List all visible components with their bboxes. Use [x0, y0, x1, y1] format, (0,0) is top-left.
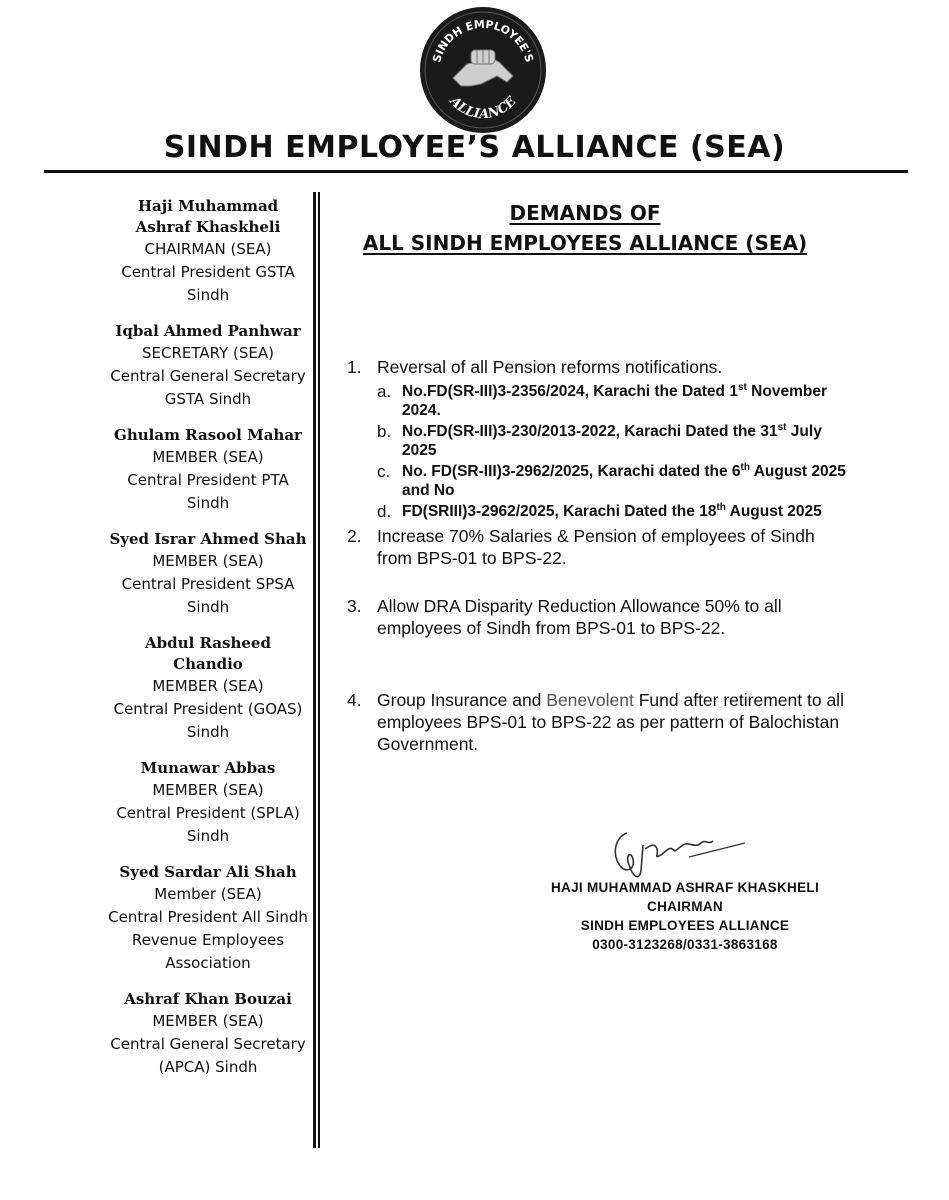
demands-list [347, 356, 847, 755]
member-name: Ghulam Rasool Mahar [114, 426, 302, 444]
header-rule [44, 170, 908, 173]
demand-number: 4. [347, 690, 362, 710]
notification-ordinal: th [740, 461, 750, 473]
member-role: Central General Secretary (APCA) Sindh [110, 1035, 306, 1076]
signatory-organization: SINDH EMPLOYEES ALLIANCE [580, 918, 790, 933]
member-entry [108, 425, 308, 515]
member-role: Member (SEA) [154, 885, 262, 903]
alliance-logo [419, 6, 547, 134]
notification-label: b. [377, 422, 392, 441]
member-name: Syed Israr Ahmed Shah [109, 530, 307, 548]
signatory-block [505, 878, 865, 954]
member-entry [108, 529, 308, 619]
notification-list [377, 382, 847, 521]
column-divider [313, 192, 316, 1148]
heading-line-1: DEMANDS OF [509, 201, 661, 225]
member-name: Munawar Abbas [140, 759, 276, 777]
demand-number: 3. [347, 596, 362, 616]
member-role: MEMBER (SEA) [152, 448, 264, 466]
signatory-phones: 0300-3123268/0331-3863168 [592, 937, 778, 952]
demand-text: Allow DRA Disparity Reduction Allowance 50% to all employees of Sindh from BPS-01 to BPS-22. [377, 596, 782, 638]
member-role: Central President SPSA Sindh [121, 575, 295, 616]
demand-item [347, 689, 847, 755]
demand-number: 2. [347, 526, 362, 546]
member-role: Central President All Sindh Revenue Employees Association [108, 908, 308, 972]
notification-text: No. FD(SR-III)3-2962/2025, Karachi dated the 6 [402, 463, 741, 480]
demand-text: Increase 70% Salaries & Pension of employees of Sindh from BPS-01 to BPS-22. [377, 526, 815, 568]
notification-text: No.FD(SR-III)3-2356/2024, Karachi the Dated 1 [402, 383, 738, 400]
members-column [108, 196, 308, 1093]
demand-item [347, 595, 847, 639]
member-name: Syed Sardar Ali Shah [119, 863, 297, 881]
notification-label: d. [377, 502, 392, 521]
notification-text: No.FD(SR-III)3-230/2013-2022, Karachi Dated the 31 [402, 423, 778, 440]
notification-ordinal: st [777, 421, 787, 433]
member-entry [108, 633, 308, 744]
demand-text: Reversal of all Pension reforms notifications. [377, 357, 723, 377]
member-name: Iqbal Ahmed Panhwar [115, 322, 301, 340]
notification-ordinal: st [737, 381, 747, 393]
handwritten-signature [605, 815, 755, 885]
member-role: Central President PTA Sindh [127, 471, 289, 512]
notification-text: FD(SRIII)3-2962/2025, Karachi Dated the 18 [402, 503, 717, 520]
notification-label: a. [377, 382, 392, 401]
notification-item [377, 462, 847, 500]
notification-text-cont: July 2025 [402, 423, 822, 459]
signatory-title: CHAIRMAN [647, 899, 723, 914]
member-entry [108, 989, 308, 1079]
member-role: Central General Secretary GSTA Sindh [110, 367, 306, 408]
member-role: Central President (SPLA) Sindh [116, 804, 300, 845]
notification-text-cont: August 2025 [725, 503, 822, 520]
member-role: Central President GSTA Sindh [121, 263, 295, 304]
demands-heading [340, 198, 830, 258]
notification-ordinal: th [716, 501, 726, 513]
member-role: MEMBER (SEA) [152, 781, 264, 799]
organization-title: SINDH EMPLOYEE’S ALLIANCE (SEA) [163, 130, 786, 165]
heading-line-2: ALL SINDH EMPLOYEES ALLIANCE (SEA) [362, 231, 808, 255]
member-entry [108, 758, 308, 848]
notification-item [377, 382, 847, 420]
notification-item [377, 422, 847, 460]
member-role: SECRETARY (SEA) [142, 344, 274, 362]
demand-text-cont: Fund after retirement to all employees BPS-01 to BPS-22 as per pattern of Balochistan Government. [377, 690, 844, 754]
member-role: MEMBER (SEA) [152, 677, 264, 695]
member-role: Central President (GOAS) Sindh [113, 700, 303, 741]
notification-item [377, 502, 847, 521]
notification-text-cont: November 2024. [402, 383, 827, 419]
demand-number: 1. [347, 357, 362, 377]
demand-text: Group Insurance and [377, 690, 547, 710]
demand-item [347, 525, 847, 569]
member-role: CHAIRMAN (SEA) [144, 240, 272, 258]
column-divider-inner [318, 192, 320, 1148]
demand-item [347, 356, 847, 523]
logo-bottom-text: ALLIANCE [446, 94, 520, 123]
demand-text-highlight: Benevolent [546, 690, 634, 710]
member-entry [108, 862, 308, 975]
signatory-name: HAJI MUHAMMAD ASHRAF KHASKHELI [551, 880, 819, 895]
logo-top-text: SINDH EMPLOYEE'S [430, 17, 536, 64]
member-role: MEMBER (SEA) [152, 552, 264, 570]
member-name: Haji Muhammad Ashraf Khaskheli [135, 197, 281, 236]
notification-text-cont: August 2025 and No [402, 463, 846, 499]
member-entry [108, 196, 308, 307]
member-entry [108, 321, 308, 411]
member-name: Abdul Rasheed Chandio [145, 634, 271, 673]
member-role: MEMBER (SEA) [152, 1012, 264, 1030]
notification-label: c. [377, 462, 391, 481]
member-name: Ashraf Khan Bouzai [124, 990, 292, 1008]
